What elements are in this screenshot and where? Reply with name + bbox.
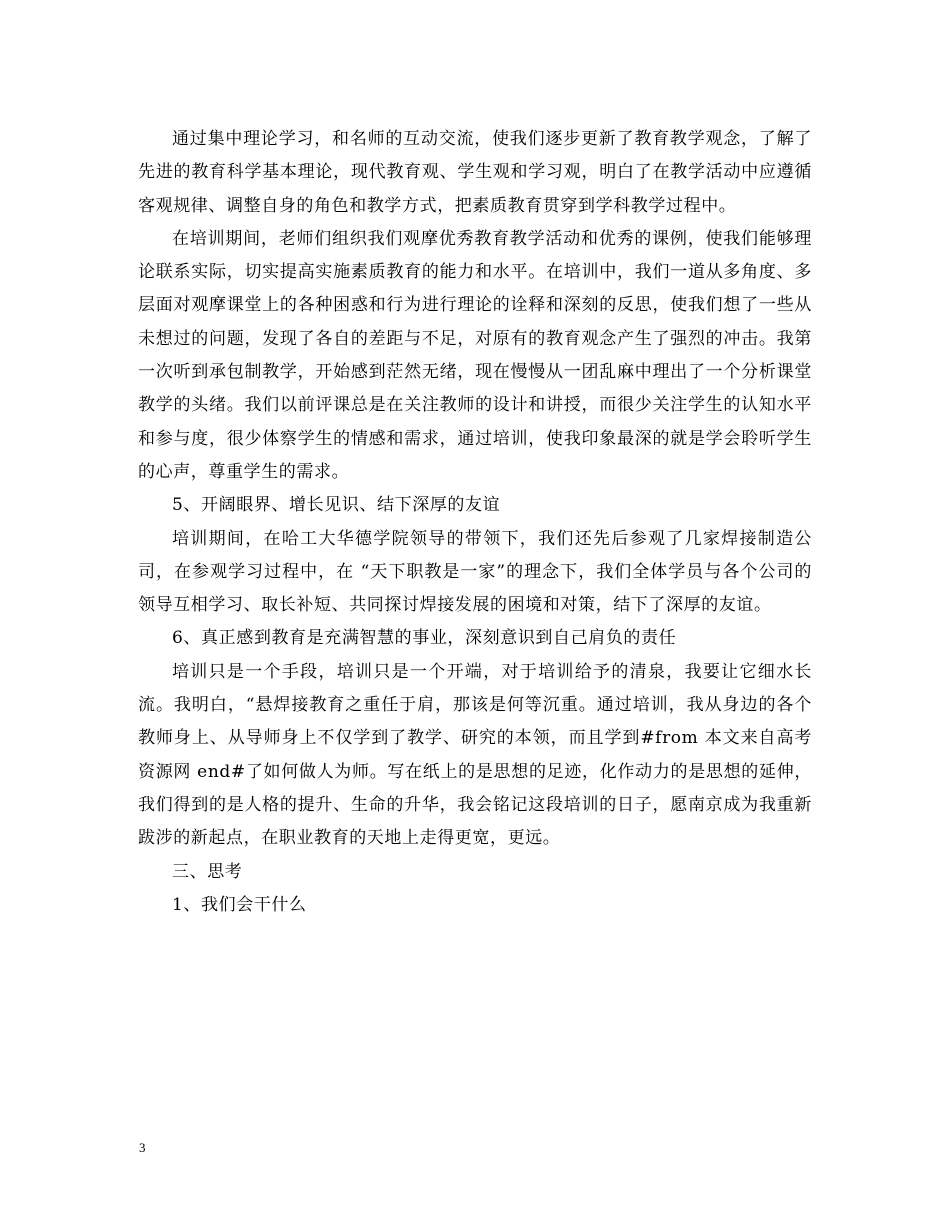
body-text <box>138 123 812 922</box>
heading-broaden-horizons: 5、开阔眼界、增长见识、结下深厚的友谊 <box>172 495 501 516</box>
paragraph-company-visits: 培训期间，在哈工大华德学院领导的带领下，我们还先后参观了几家焊接制造公司，在参观学习过程中，在 “天下职教是一家”的理念下，我们全体学员与各个公司的领导互相学习、取长补短、共同探讨焊接发展的困境和对策，结下了深厚的友谊。 <box>138 528 812 616</box>
paragraph-theory-study: 通过集中理论学习，和名师的互动交流，使我们逐步更新了教育教学观念，了解了先进的教育科学基本理论，现代教育观、学生观和学习观，明白了在教学活动中应遵循客观规律、调整自身的角色和教学方式，把素质教育贯穿到学科教学过程中。 <box>138 129 812 216</box>
heading-education-wisdom: 6、真正感到教育是充满智慧的事业，深刻意识到自己肩负的责任 <box>172 628 677 649</box>
page-number: 3 <box>139 1140 146 1155</box>
heading-what-we-do: 1、我们会干什么 <box>172 894 307 915</box>
paragraph-training-reflection: 培训只是一个手段，培训只是一个开端，对于培训给予的清泉，我要让它细水长流。我明白，“悬焊接教育之重任于肩，那该是何等沉重。通过培训，我从身边的各个教师身上、从导师身上不仅学到了教学、研究的本领，而且学到#from 本文来自高考资源网 end#了如何做人为师。写在纸上的是思想的足迹，化作动力的是思想的延伸，我们得到的是人格的提升、生命的升华，我会铭记这段培训的日子，愿南京成为我重新跋涉的新起点，在职业教育的天地上走得更宽，更远。 <box>138 661 812 849</box>
paragraph-training-period: 在培训期间，老师们组织我们观摩优秀教育教学活动和优秀的课例，使我们能够理论联系实际，切实提高实施素质教育的能力和水平。在培训中，我们一道从多角度、多层面对观摩课堂上的各种困惑和行为进行理论的诠释和深刻的反思，使我们想了一些从未想过的问题，发现了各自的差距与不足，对原有的教育观念产生了强烈的冲击。我第一次听到承包制教学，开始感到茫然无绪，现在慢慢从一团乱麻中理出了一个分析课堂教学的头绪。我们以前评课总是在关注教师的设计和讲授，而很少关注学生的认知水平和参与度，很少体察学生的情感和需求，通过培训，使我印象最深的就是学会聆听学生的心声，尊重学生的需求。 <box>138 228 812 482</box>
heading-section-thinking: 三、思考 <box>172 861 243 882</box>
